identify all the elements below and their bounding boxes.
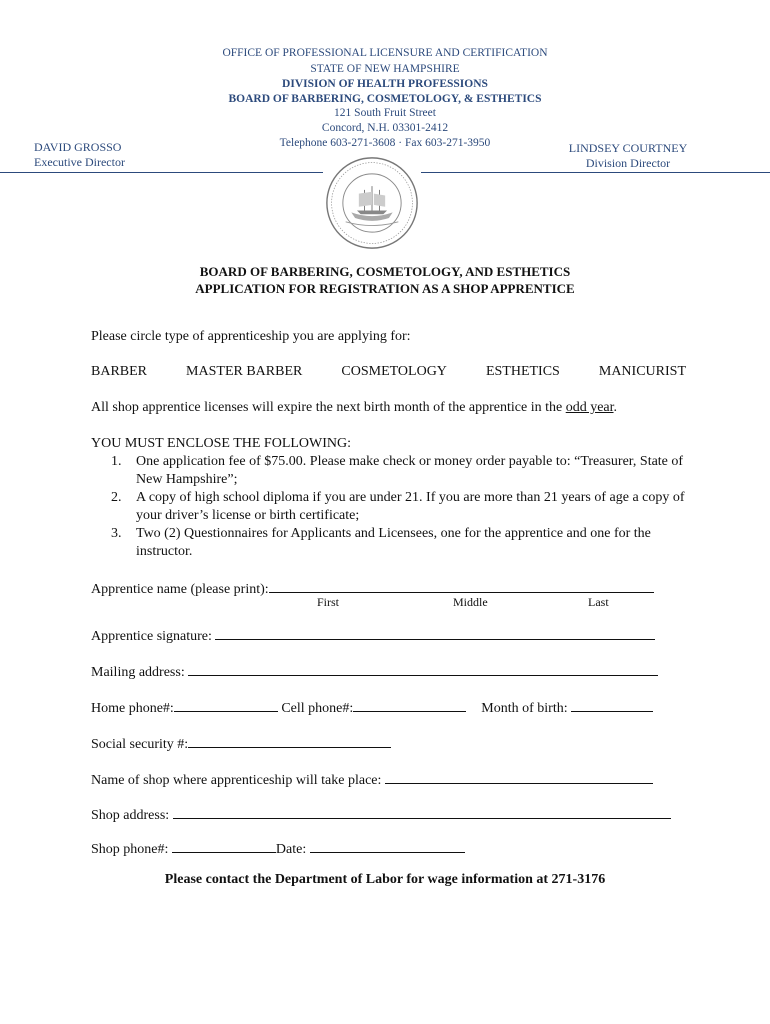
apprentice-name-input[interactable] [269, 578, 654, 593]
shop-phone-input[interactable] [172, 838, 276, 853]
shop-phone-label: Shop phone#: [91, 842, 169, 857]
wage-info-notice: Please contact the Department of Labor for wage information at 271-3176 [164, 872, 606, 887]
signature-label: Apprentice signature: [91, 629, 212, 644]
ssn-input[interactable] [188, 733, 391, 748]
enclose-item-number: 3. [111, 526, 122, 541]
form-title-line1: BOARD OF BARBERING, COSMETOLOGY, AND ESTHETICS [199, 264, 571, 279]
ssn-row [91, 733, 391, 754]
enclose-heading: YOU MUST ENCLOSE THE FOLLOWING: [91, 436, 352, 451]
expiry-text-after: . [613, 400, 618, 415]
signature-row [91, 625, 655, 646]
date-input[interactable] [310, 838, 465, 853]
right-official [566, 141, 690, 171]
home-phone-input[interactable] [174, 697, 278, 712]
apprenticeship-instruction: Please circle type of apprenticeship you are applying for: [91, 329, 411, 344]
header-rule-left [0, 172, 323, 173]
apprentice-name-row [91, 578, 654, 599]
city-address: Concord, N.H. 03301-2412 [321, 122, 449, 134]
phone-row [91, 697, 653, 718]
apprenticeship-type-list [91, 364, 686, 380]
shop-name-input[interactable] [385, 769, 653, 784]
enclose-item-text: Two (2) Questionnaires for Applicants and Licensees, one for the apprentice and one for the instructor. [136, 526, 651, 559]
shop-name-label: Name of shop where apprenticeship will take place: [91, 773, 382, 788]
enclose-item-number: 1. [111, 454, 122, 469]
left-official-title: Executive Director [34, 155, 125, 169]
enclose-section [91, 435, 691, 561]
enclose-item [91, 489, 691, 525]
type-manicurist[interactable]: MANICURIST [598, 364, 686, 379]
right-official-title: Division Director [585, 156, 671, 170]
mailing-label: Mailing address: [91, 665, 185, 680]
shop-phone-row [91, 838, 465, 859]
expiry-text-before: All shop apprentice licenses will expire the next birth month of the apprentice in the [91, 400, 566, 415]
type-esthetics[interactable]: ESTHETICS [485, 364, 560, 379]
apprentice-name-label: Apprentice name (please print): [91, 582, 269, 597]
name-middle-caption: Middle [453, 595, 488, 609]
state-seal-icon [325, 156, 419, 250]
shop-address-input[interactable] [173, 804, 671, 819]
type-master-barber[interactable]: MASTER BARBER [186, 364, 303, 379]
division-name: DIVISION OF HEALTH PROFESSIONS [282, 78, 488, 90]
mailing-input[interactable] [188, 661, 658, 676]
month-birth-label: Month of birth: [481, 701, 568, 716]
state-name: STATE OF NEW HAMPSHIRE [310, 63, 460, 75]
shop-address-row [91, 804, 671, 825]
shop-name-row [91, 769, 653, 790]
name-last-caption: Last [588, 595, 609, 609]
type-cosmetology[interactable]: COSMETOLOGY [341, 364, 447, 379]
enclose-item-number: 2. [111, 490, 122, 505]
type-barber[interactable]: BARBER [91, 364, 148, 379]
left-official [34, 140, 125, 170]
enclose-item-text: One application fee of $75.00. Please make check or money order payable to: “Treasurer, State of New Hampshire”; [136, 454, 684, 487]
left-official-name: DAVID GROSSO [34, 140, 122, 154]
home-phone-label: Home phone#: [91, 701, 174, 716]
enclose-item [91, 453, 691, 489]
expiry-notice [91, 399, 617, 417]
signature-input[interactable] [215, 625, 655, 640]
expiry-odd-year: odd year [565, 400, 614, 415]
office-name: OFFICE OF PROFESSIONAL LICENSURE AND CERTIFICATION [222, 47, 548, 59]
month-birth-input[interactable] [571, 697, 653, 712]
header-rule-right [421, 172, 770, 173]
enclose-item [91, 525, 691, 561]
right-official-name: LINDSEY COURTNEY [568, 141, 688, 155]
name-first-caption: First [317, 595, 340, 609]
ssn-label: Social security #: [91, 737, 189, 752]
board-name: BOARD OF BARBERING, COSMETOLOGY, & ESTHETICS [228, 93, 542, 105]
date-label: Date: [275, 842, 307, 857]
enclose-item-text: A copy of high school diploma if you are under 21. If you are more than 21 years of age a copy of your driver’s license or birth certificate; [136, 490, 685, 523]
shop-address-label: Shop address: [91, 808, 170, 823]
street-address: 121 South Fruit Street [334, 107, 436, 119]
phone-fax: Telephone 603-271-3608 · Fax 603-271-3950 [279, 137, 491, 149]
form-title-line2: APPLICATION FOR REGISTRATION AS A SHOP APPRENTICE [195, 281, 575, 296]
cell-phone-label: Cell phone#: [281, 701, 354, 716]
cell-phone-input[interactable] [353, 697, 466, 712]
mailing-row [91, 661, 658, 682]
